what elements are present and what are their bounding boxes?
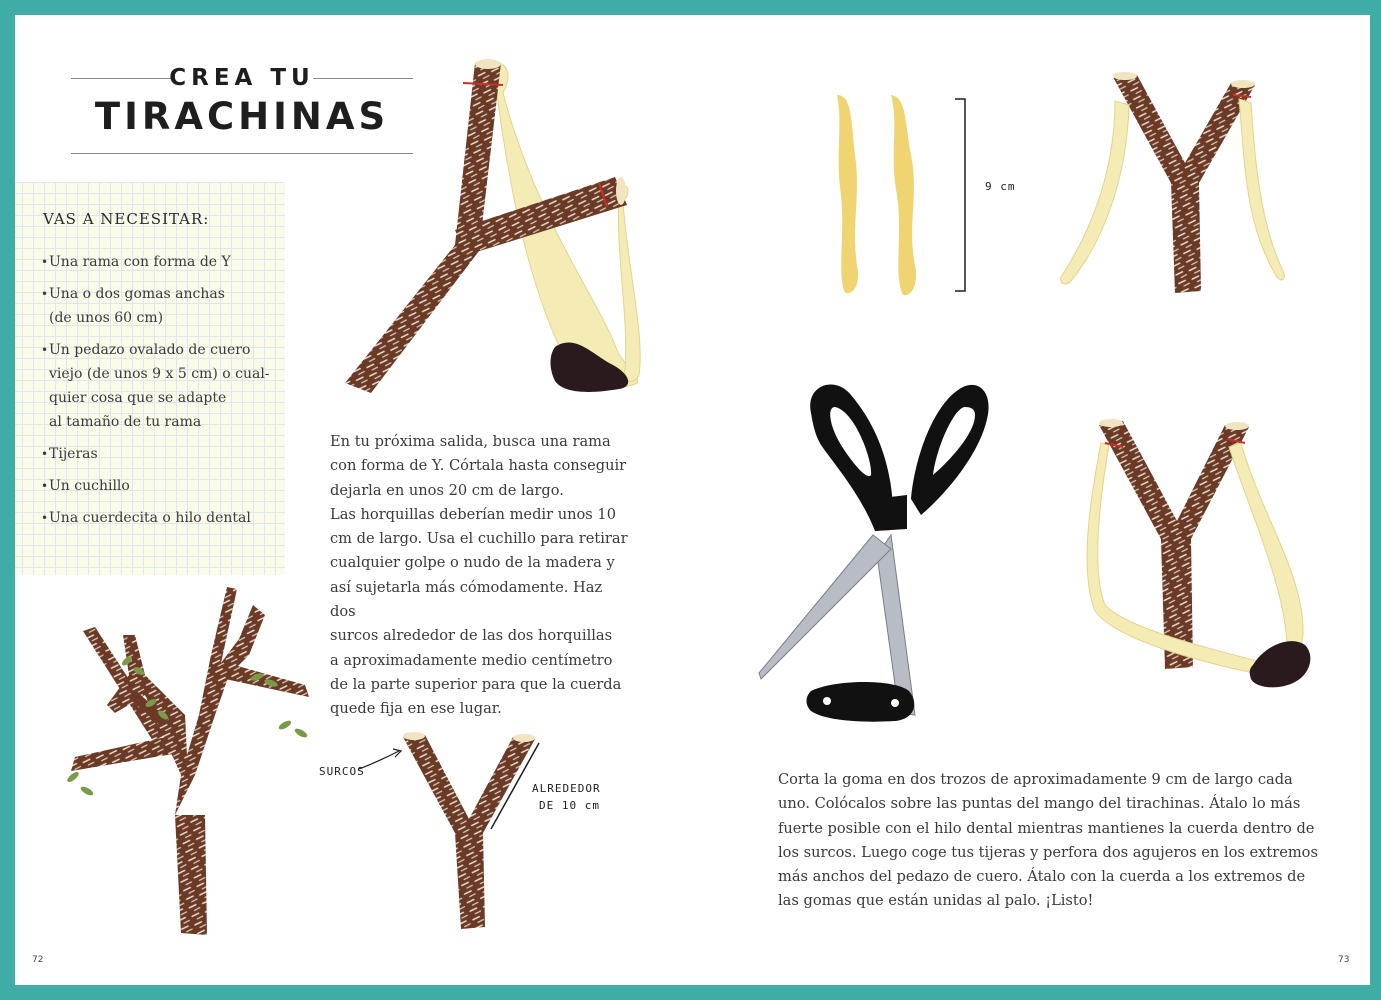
bullet-icon: • (41, 511, 49, 525)
materials-heading: VAS A NECESITAR: (43, 210, 210, 228)
list-item: • Una cuerdecita o hilo dental (41, 506, 281, 530)
text-line: cualquier golpe o nudo de la madera y (330, 554, 615, 572)
text-line: las gomas que están unidas al palo. ¡Listo! (778, 892, 1094, 910)
materials-list (41, 250, 281, 538)
text-line: surcos alrededor de las dos horquillas (330, 627, 613, 645)
title-rule-bottom (71, 153, 413, 154)
scissors-illustration (759, 385, 989, 722)
bullet-icon: • (41, 343, 49, 357)
text-line: cm de largo. Usa el cuchillo para retirar (330, 530, 628, 548)
text-line: a aproximadamente medio centímetro (330, 651, 613, 669)
text-line: los surcos. Luego coge tus tijeras y perfora dos agujeros en los extremos (778, 843, 1318, 861)
text-line: fuerte posible con el hilo dental mientras mantienes la cuerda dentro de (778, 819, 1315, 837)
alrededor-label-line-2: DE 10 cm (539, 799, 600, 812)
finished-slingshot-illustration (1087, 419, 1310, 687)
text-line: quede fija en ese lugar. (330, 700, 502, 718)
slingshot-with-rubbers-illustration (1061, 72, 1285, 293)
text-line: Las horquillas deberían medir unos 10 (330, 505, 616, 523)
text-line: así sujetarla más cómodamente. Haz dos (330, 578, 603, 621)
surcos-label: SURCOS (319, 765, 365, 778)
text-line: más anchos del pedazo de cuero. Átalo con la cuerda a los extremos de (778, 868, 1306, 886)
list-item: • Tijeras (41, 442, 281, 466)
text-line: uno. Colócalos sobre las puntas del mango del tirachinas. Átalo lo más (778, 795, 1301, 813)
alrededor-label-line-1: ALREDEDOR (532, 782, 601, 795)
list-item: • Un cuchillo (41, 474, 281, 498)
page-title: TIRACHINAS (94, 95, 390, 138)
page-number-right: 73 (1338, 955, 1350, 965)
title-block (71, 65, 413, 155)
bullet-icon: • (41, 447, 49, 461)
list-item: • Un pedazo ovalado de cuero viejo (de unos 9 x 5 cm) o cual- quier cosa que se adapte al tamaño de tu rama (41, 338, 281, 434)
instructions-right (778, 768, 1338, 914)
materials-box (15, 182, 285, 575)
y-stick-illustration (359, 732, 539, 929)
text-line: dejarla en unos 20 cm de largo. (330, 481, 564, 499)
bullet-icon: • (41, 479, 49, 493)
list-item: • Una rama con forma de Y (41, 250, 281, 274)
text-line: de la parte superior para que la cuerda (330, 675, 622, 693)
rubber-strips-illustration (837, 95, 965, 295)
text-line: con forma de Y. Córtala hasta conseguir (330, 457, 627, 475)
bullet-icon: • (41, 255, 49, 269)
instructions-left (330, 430, 630, 722)
title-line-1: CREA TU (169, 65, 315, 91)
page-number-left: 72 (32, 955, 44, 965)
bullet-icon: • (41, 287, 49, 301)
text-line: En tu próxima salida, busca una rama (330, 433, 611, 450)
measure-label: 9 cm (985, 180, 1016, 193)
text-line: Corta la goma en dos trozos de aproximadamente 9 cm de largo cada (778, 771, 1293, 788)
list-item: • Una o dos gomas anchas (de unos 60 cm) (41, 282, 281, 330)
book-spread (15, 15, 1370, 985)
branch-illustration (66, 587, 309, 935)
